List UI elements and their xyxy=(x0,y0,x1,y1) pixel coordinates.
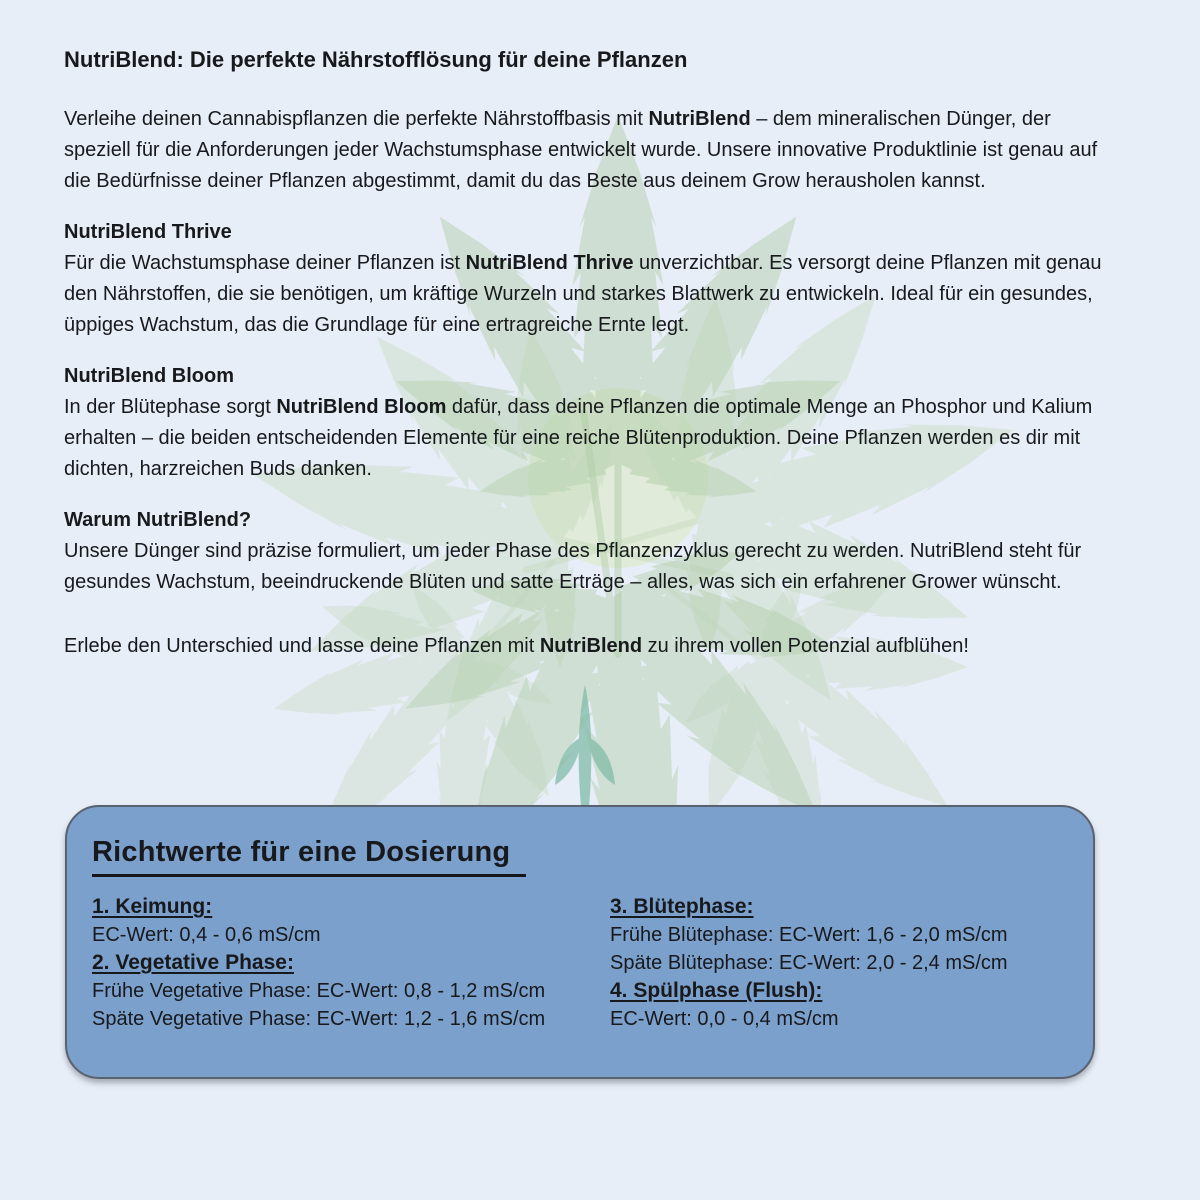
dosage-item-line: EC-Wert: 0,4 - 0,6 mS/cm xyxy=(92,924,321,946)
section-bloom xyxy=(64,361,1110,485)
dosage-box-title-text: Richtwerte für eine Dosierung xyxy=(92,835,526,877)
section-warum xyxy=(64,505,1110,598)
dosage-item-line: Frühe Vegetative Phase: EC-Wert: 0,8 - 1,2 mS/cm xyxy=(92,980,546,1002)
dosage-item-line: Frühe Blütephase: EC-Wert: 1,6 - 2,0 mS/cm xyxy=(610,924,1008,946)
dosage-item-line: EC-Wert: 0,0 - 0,4 mS/cm xyxy=(610,1008,839,1030)
page-title: NutriBlend: Die perfekte Nährstofflösung für deine Pflanzen xyxy=(64,47,688,72)
dosage-item-bluetephase xyxy=(610,893,1068,977)
dosage-box-title xyxy=(92,835,1068,877)
intro-paragraph: Verleihe deinen Cannabispflanzen die perfekte Nährstoffbasis mit NutriBlend – dem mineralischen Dünger, der speziell für die Anforderungen jeder Wachstumsphase entwickelt wurde. Unsere innovative Produktlinie ist genau auf die Bedürfnisse deiner Pflanzen abgestimmt, damit du das Beste aus deinem Grow herausholen kannst. xyxy=(64,108,1098,192)
dosage-column-left xyxy=(92,893,610,1033)
section-heading-bloom: NutriBlend Bloom xyxy=(64,365,234,387)
dosage-item-heading: 2. Vegetative Phase: xyxy=(92,951,294,974)
section-heading-thrive: NutriBlend Thrive xyxy=(64,221,232,243)
flyer-text-content xyxy=(64,44,1110,682)
dosage-item-vegetative-phase xyxy=(92,949,610,1033)
section-thrive xyxy=(64,217,1110,341)
dosage-item-line: Späte Vegetative Phase: EC-Wert: 1,2 - 1,6 mS/cm xyxy=(92,1008,546,1030)
dosage-item-keimung xyxy=(92,893,610,949)
section-heading-warum: Warum NutriBlend? xyxy=(64,509,252,531)
sprout-tip xyxy=(555,685,615,807)
dosage-columns xyxy=(92,893,1068,1033)
dosage-item-line: Späte Blütephase: EC-Wert: 2,0 - 2,4 mS/cm xyxy=(610,952,1008,974)
closing-line: Erlebe den Unterschied und lasse deine Pflanzen mit NutriBlend zu ihrem vollen Potenzial aufblühen! xyxy=(64,635,969,657)
section-body-warum: Unsere Dünger sind präzise formuliert, um jeder Phase des Pflanzenzyklus gerecht zu werden. NutriBlend steht für gesundes Wachstum, beeindruckende Blüten und satte Erträge – alles, was sich ein erfahrener Grower wünscht. xyxy=(64,540,1082,593)
dosage-item-heading: 3. Blütephase: xyxy=(610,895,754,918)
dosage-item-heading: 4. Spülphase (Flush): xyxy=(610,979,823,1002)
dosage-item-spuelphase xyxy=(610,977,1068,1033)
section-body-thrive: Für die Wachstumsphase deiner Pflanzen ist NutriBlend Thrive unverzichtbar. Es versorgt deine Pflanzen mit genau den Nährstoffen, die sie benötigen, um kräftige Wurzeln und starkes Blattwerk zu entwickeln. Ideal für ein gesundes, üppiges Wachstum, das die Grundlage für eine ertragreiche Ernte legt. xyxy=(64,252,1102,336)
dosage-column-right xyxy=(610,893,1068,1033)
dosage-item-heading: 1. Keimung: xyxy=(92,895,213,918)
dosage-guidelines-box xyxy=(65,805,1095,1079)
section-body-bloom: In der Blütephase sorgt NutriBlend Bloom dafür, dass deine Pflanzen die optimale Menge an Phosphor und Kalium erhalten – die beiden entscheidenden Elemente für eine reiche Blütenproduktion. Deine Pflanzen werden es dir mit dichten, harzreichen Buds danken. xyxy=(64,396,1093,480)
